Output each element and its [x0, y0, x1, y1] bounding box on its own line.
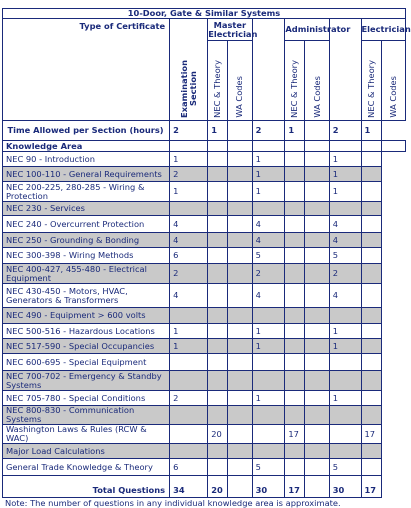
question-count-cell: [305, 459, 329, 476]
question-count-cell: [305, 152, 329, 167]
total-questions-label: Total Questions: [3, 476, 170, 498]
exam-content-table-document: [2, 8, 411, 508]
knowledge-area-row: [3, 202, 406, 216]
question-count-cell: 1: [329, 339, 361, 354]
time-allowed-cell: [305, 121, 329, 141]
question-count-cell: 1: [170, 182, 208, 202]
question-count-cell: [208, 202, 228, 216]
question-count-cell: [208, 216, 228, 233]
question-count-cell: 1: [329, 167, 361, 182]
question-count-cell: [170, 308, 208, 324]
question-count-cell: 6: [170, 248, 208, 264]
question-count-cell: [305, 284, 329, 308]
question-count-cell: [329, 444, 361, 459]
empty-cell: [329, 141, 361, 152]
knowledge-area-label: Knowledge Area: [3, 141, 170, 152]
knowledge-area-row: [3, 406, 406, 425]
question-count-cell: [361, 202, 381, 216]
question-count-cell: [361, 459, 381, 476]
question-count-cell: [285, 264, 305, 284]
knowledge-area-label-cell: NEC 250 - Grounding & Bonding: [3, 233, 170, 248]
knowledge-area-label-cell: NEC 800-830 - Communication Systems: [3, 406, 170, 425]
question-count-cell: [285, 216, 305, 233]
question-count-cell: [228, 339, 252, 354]
question-count-cell: [228, 216, 252, 233]
total-questions-cell: [228, 476, 252, 498]
question-count-cell: 1: [329, 152, 361, 167]
question-count-cell: [208, 264, 228, 284]
question-count-cell: 1: [252, 182, 285, 202]
question-count-cell: [329, 308, 361, 324]
question-count-cell: [208, 371, 228, 391]
question-count-cell: 5: [329, 248, 361, 264]
knowledge-area-label-cell: NEC 705-780 - Special Conditions: [3, 391, 170, 406]
question-count-cell: [305, 339, 329, 354]
question-count-cell: 6: [170, 459, 208, 476]
question-count-cell: [285, 406, 305, 425]
question-count-cell: [305, 264, 329, 284]
question-count-cell: 4: [252, 233, 285, 248]
knowledge-area-row: [3, 152, 406, 167]
question-count-cell: [208, 391, 228, 406]
knowledge-area-row: [3, 308, 406, 324]
question-count-cell: 1: [170, 152, 208, 167]
question-count-cell: [285, 233, 305, 248]
question-count-cell: [305, 216, 329, 233]
question-count-cell: [305, 182, 329, 202]
question-count-cell: [228, 324, 252, 339]
time-allowed-label: Time Allowed per Section (hours): [3, 121, 170, 141]
type-of-certificate-label: Type of Certificate: [3, 19, 170, 121]
question-count-cell: 1: [329, 182, 361, 202]
knowledge-area-row: [3, 354, 406, 371]
question-count-cell: 4: [329, 233, 361, 248]
question-count-cell: 4: [329, 216, 361, 233]
question-count-cell: [208, 233, 228, 248]
question-count-cell: 1: [252, 391, 285, 406]
question-count-cell: [305, 391, 329, 406]
question-count-cell: [252, 406, 285, 425]
question-count-cell: [305, 233, 329, 248]
knowledge-area-label-cell: NEC 300-398 - Wiring Methods: [3, 248, 170, 264]
question-count-cell: [305, 371, 329, 391]
question-count-cell: [208, 284, 228, 308]
knowledge-area-row: [3, 248, 406, 264]
question-count-cell: [305, 444, 329, 459]
question-count-cell: [170, 425, 208, 444]
question-count-cell: [208, 354, 228, 371]
question-count-cell: [208, 248, 228, 264]
question-count-cell: [228, 284, 252, 308]
question-count-cell: [285, 167, 305, 182]
question-count-cell: [329, 406, 361, 425]
certificate-question-table: [2, 8, 411, 498]
total-questions-cell: 17: [361, 476, 381, 498]
total-questions-cell: 30: [329, 476, 361, 498]
group-header-electrician: Electrician: [361, 19, 406, 41]
question-count-cell: [361, 248, 381, 264]
total-questions-cell: 20: [208, 476, 228, 498]
question-count-cell: [252, 202, 285, 216]
question-count-cell: [361, 406, 381, 425]
question-count-cell: [361, 444, 381, 459]
knowledge-area-label-cell: NEC 500-516 - Hazardous Locations: [3, 324, 170, 339]
group-header-master-electrician: Master Electrician: [208, 19, 258, 39]
question-count-cell: [285, 308, 305, 324]
question-count-cell: 2: [170, 391, 208, 406]
question-count-cell: 1: [252, 339, 285, 354]
question-count-cell: [305, 202, 329, 216]
empty-cell: [208, 141, 228, 152]
time-allowed-cell: 1: [208, 121, 228, 141]
question-count-cell: [305, 354, 329, 371]
question-count-cell: [285, 324, 305, 339]
question-count-cell: 5: [329, 459, 361, 476]
knowledge-area-label-cell: NEC 700-702 - Emergency & Standby Systems: [3, 371, 170, 391]
total-questions-cell: 34: [170, 476, 208, 498]
question-count-cell: [228, 425, 252, 444]
knowledge-area-row: [3, 391, 406, 406]
question-count-cell: 4: [170, 284, 208, 308]
question-count-cell: 17: [285, 425, 305, 444]
question-count-cell: 17: [361, 425, 381, 444]
knowledge-area-label-cell: General Trade Knowledge & Theory: [3, 459, 170, 476]
question-count-cell: [208, 406, 228, 425]
question-count-cell: 1: [170, 339, 208, 354]
knowledge-area-label-cell: NEC 200-225, 280-285 - Wiring & Protection: [3, 182, 170, 202]
knowledge-area-row: [3, 459, 406, 476]
knowledge-area-label-cell: NEC 100-110 - General Requirements: [3, 167, 170, 182]
knowledge-area-row: [3, 371, 406, 391]
question-count-cell: [361, 233, 381, 248]
question-count-cell: 1: [252, 324, 285, 339]
col-header-nec-theory: NEC & Theory: [285, 41, 305, 121]
question-count-cell: [228, 444, 252, 459]
question-count-cell: 2: [170, 167, 208, 182]
question-count-cell: [361, 284, 381, 308]
question-count-cell: [208, 152, 228, 167]
question-count-cell: 4: [329, 284, 361, 308]
question-count-cell: [305, 406, 329, 425]
question-count-cell: 4: [252, 284, 285, 308]
question-count-cell: 1: [252, 152, 285, 167]
question-count-cell: [361, 371, 381, 391]
question-count-cell: [208, 182, 228, 202]
knowledge-area-row: [3, 167, 406, 182]
question-count-cell: [285, 152, 305, 167]
question-count-cell: [170, 354, 208, 371]
knowledge-area-label-cell: NEC 240 - Overcurrent Protection: [3, 216, 170, 233]
question-count-cell: [208, 339, 228, 354]
col-header-wa-codes: WA Codes: [381, 41, 405, 121]
question-count-cell: 5: [252, 248, 285, 264]
question-count-cell: [228, 459, 252, 476]
knowledge-area-row: [3, 182, 406, 202]
knowledge-area-row: [3, 339, 406, 354]
question-count-cell: 2: [252, 264, 285, 284]
question-count-cell: [252, 425, 285, 444]
question-count-cell: 2: [170, 264, 208, 284]
col-header-wa-codes: WA Codes: [228, 41, 252, 121]
examination-section-header: Examination Section: [170, 19, 208, 121]
footnote: Note: The number of questions in any individual knowledge area is approximate.: [5, 498, 341, 508]
knowledge-area-label-cell: NEC 490 - Equipment > 600 volts: [3, 308, 170, 324]
question-count-cell: [285, 202, 305, 216]
knowledge-area-label-cell: NEC 430-450 - Motors, HVAC, Generators & Transformers: [3, 284, 170, 308]
question-count-cell: [329, 354, 361, 371]
time-allowed-cell: 2: [170, 121, 208, 141]
question-count-cell: [305, 167, 329, 182]
question-count-cell: [305, 425, 329, 444]
empty-cell: [285, 141, 305, 152]
question-count-cell: [285, 371, 305, 391]
question-count-cell: [329, 371, 361, 391]
time-allowed-row: [3, 121, 406, 141]
knowledge-area-label-cell: NEC 230 - Services: [3, 202, 170, 216]
question-count-cell: 1: [170, 324, 208, 339]
question-count-cell: [285, 339, 305, 354]
question-count-cell: [170, 371, 208, 391]
question-count-cell: [170, 406, 208, 425]
knowledge-area-row: [3, 284, 406, 308]
question-count-cell: 1: [329, 324, 361, 339]
question-count-cell: [361, 308, 381, 324]
question-count-cell: 1: [329, 391, 361, 406]
question-count-cell: [228, 264, 252, 284]
question-count-cell: [285, 459, 305, 476]
group-header-administrator: Administrator: [285, 19, 329, 41]
question-count-cell: [361, 167, 381, 182]
question-count-cell: [252, 444, 285, 459]
question-count-cell: [252, 308, 285, 324]
question-count-cell: 4: [170, 233, 208, 248]
question-count-cell: [170, 202, 208, 216]
total-questions-row: [3, 476, 406, 498]
question-count-cell: 2: [329, 264, 361, 284]
col-header-nec-theory: NEC & Theory: [361, 41, 381, 121]
question-count-cell: [361, 354, 381, 371]
question-count-cell: [285, 182, 305, 202]
question-count-cell: [228, 233, 252, 248]
knowledge-area-row: [3, 324, 406, 339]
question-count-cell: [285, 444, 305, 459]
question-count-cell: [361, 324, 381, 339]
knowledge-area-label-cell: NEC 600-695 - Special Equipment: [3, 354, 170, 371]
question-count-cell: 1: [252, 167, 285, 182]
question-count-cell: [228, 202, 252, 216]
question-count-cell: [305, 308, 329, 324]
knowledge-area-label-cell: NEC 90 - Introduction: [3, 152, 170, 167]
empty-cell: [170, 141, 208, 152]
question-count-cell: [285, 391, 305, 406]
question-count-cell: [285, 284, 305, 308]
question-count-cell: [285, 248, 305, 264]
question-count-cell: [361, 264, 381, 284]
knowledge-area-row: [3, 264, 406, 284]
question-count-cell: [361, 216, 381, 233]
col-header-nec-theory: NEC & Theory: [208, 41, 228, 121]
question-count-cell: [208, 167, 228, 182]
question-count-cell: [228, 182, 252, 202]
knowledge-area-label-cell: Washington Laws & Rules (RCW & WAC): [3, 425, 170, 444]
knowledge-area-row: [3, 444, 406, 459]
question-count-cell: [305, 248, 329, 264]
empty-cell: [252, 141, 285, 152]
question-count-cell: [228, 391, 252, 406]
knowledge-area-label-cell: Major Load Calculations: [3, 444, 170, 459]
knowledge-area-label-cell: NEC 517-590 - Special Occupancies: [3, 339, 170, 354]
question-count-cell: [170, 444, 208, 459]
question-count-cell: [228, 167, 252, 182]
question-count-cell: [285, 354, 305, 371]
question-count-cell: [228, 308, 252, 324]
total-questions-cell: [305, 476, 329, 498]
question-count-cell: [208, 444, 228, 459]
question-count-cell: [252, 371, 285, 391]
empty-cell: [305, 141, 329, 152]
time-allowed-cell: 1: [361, 121, 381, 141]
time-allowed-cell: [228, 121, 252, 141]
knowledge-area-label-cell: NEC 400-427, 455-480 - Electrical Equipment: [3, 264, 170, 284]
question-count-cell: [305, 324, 329, 339]
knowledge-area-row: [3, 216, 406, 233]
question-count-cell: [361, 339, 381, 354]
question-count-cell: [228, 248, 252, 264]
question-count-cell: [228, 152, 252, 167]
time-allowed-cell: 1: [285, 121, 305, 141]
question-count-cell: [228, 354, 252, 371]
question-count-cell: [252, 354, 285, 371]
spacer-cell: [252, 19, 285, 121]
empty-cell: [361, 141, 381, 152]
total-questions-cell: 30: [252, 476, 285, 498]
empty-cell: [381, 141, 405, 152]
question-count-cell: [228, 406, 252, 425]
question-count-cell: [228, 371, 252, 391]
question-count-cell: [329, 202, 361, 216]
question-count-cell: 5: [252, 459, 285, 476]
empty-cell: [228, 141, 252, 152]
time-allowed-cell: 2: [329, 121, 361, 141]
question-count-cell: 20: [208, 425, 228, 444]
knowledge-area-row: [3, 233, 406, 248]
question-count-cell: [361, 182, 381, 202]
knowledge-area-row: [3, 425, 406, 444]
table-title: 10-Door, Gate & Similar Systems: [3, 9, 406, 19]
question-count-cell: 4: [170, 216, 208, 233]
time-allowed-cell: 2: [252, 121, 285, 141]
question-count-cell: [361, 152, 381, 167]
question-count-cell: [208, 459, 228, 476]
question-count-cell: [361, 391, 381, 406]
total-questions-cell: 17: [285, 476, 305, 498]
question-count-cell: 4: [252, 216, 285, 233]
question-count-cell: [208, 324, 228, 339]
question-count-cell: [329, 425, 361, 444]
col-header-wa-codes: WA Codes: [305, 41, 329, 121]
question-count-cell: [208, 308, 228, 324]
